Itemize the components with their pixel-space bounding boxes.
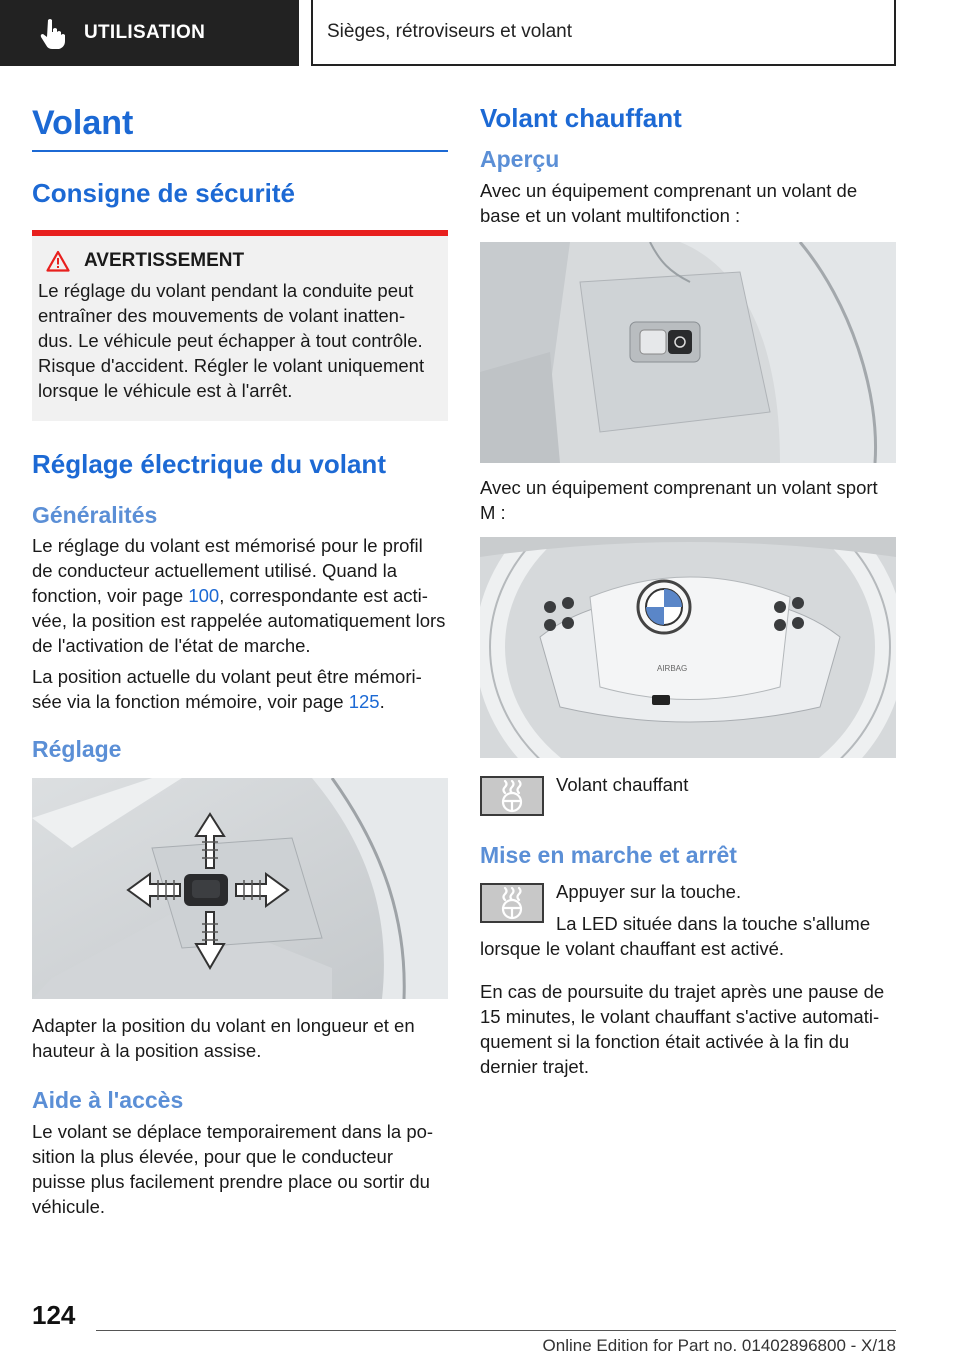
heated-button-base-wheel-photo — [480, 242, 896, 463]
warning-title-text: AVERTISSEMENT — [84, 249, 245, 271]
general-heading: Généralités — [32, 501, 158, 528]
general-paragraph-2 — [32, 664, 448, 714]
heated-wheel-icon-row — [480, 773, 896, 816]
left-column — [32, 100, 448, 1219]
safety-heading: Consigne de sécurité — [32, 178, 295, 209]
heated-steering-wheel-icon — [492, 886, 532, 920]
page-header — [0, 0, 960, 66]
heated-wheel-press-button[interactable] — [480, 883, 544, 923]
page-number: 124 — [32, 1300, 76, 1330]
footer-rule — [96, 1330, 896, 1331]
overview-heading: Aperçu — [480, 146, 560, 173]
chapter-tab-label: Sièges, rétroviseurs et volant — [327, 21, 573, 42]
steering-column-adjust-illustration — [32, 778, 448, 999]
pause-text: En cas de poursuite du trajet après une pause de 15 minutes, le volant chauffant s'active automati-quement si la fonction était activée à la fin du dernier trajet. — [480, 981, 885, 1078]
warning-box — [32, 230, 448, 421]
edition-line: Online Edition for Part no. 01402896800 - X/18 — [542, 1336, 896, 1355]
general-paragraph-1 — [32, 533, 448, 658]
overview-text-1: Avec un équipement comprenant un volant de base et un volant multifonction : — [480, 179, 858, 226]
airbag-badge-text: AIRBAG — [657, 663, 688, 673]
heated-wheel-button-icon — [480, 776, 544, 816]
heated-steering-wheel-icon — [492, 779, 532, 813]
section-tab[interactable] — [0, 0, 299, 66]
page-link-125[interactable]: 125 — [348, 691, 380, 713]
onoff-step-1: Appuyer sur la touche. — [556, 881, 742, 903]
hand-pointer-icon — [36, 16, 70, 50]
electric-adjust-heading: Réglage électrique du volant — [32, 448, 386, 479]
sport-steering-wheel-photo — [480, 537, 896, 758]
section-tab-label: UTILISATION — [84, 22, 206, 43]
onoff-heading: Mise en marche et arrêt — [480, 841, 737, 868]
general-p2-text-a: La position actuelle du volant peut être mémori-sée via la fonction mémoire, voir page — [32, 666, 422, 713]
warning-text: Le réglage du volant pendant la conduite peut entraîner des mouvements de volant inatten-dus. Le véhicule peut échapper à tout contrôle. Risque d'accident. Régler le volant uniquement lorsque le véhicule est à l'arrêt. — [38, 279, 425, 401]
chapter-tab[interactable] — [311, 0, 896, 66]
warning-triangle-icon — [46, 250, 70, 272]
general-p2-text-b: . — [379, 691, 385, 713]
warning-title — [46, 250, 440, 272]
onoff-step-2: La LED située dans la touche s'allume lorsque le volant chauffant est activé. — [480, 913, 871, 960]
right-column — [480, 100, 896, 1079]
adjust-heading: Réglage — [32, 736, 122, 763]
heated-wheel-icon-label: Volant chauffant — [556, 773, 689, 795]
heated-wheel-title: Volant chauffant — [480, 103, 682, 133]
page-title: Volant — [32, 104, 134, 142]
general-p1-text-b: , correspondante est acti-vée, la position est rappelée automatiquement lors de l'activation de l'état de marche. — [32, 585, 446, 657]
overview-text-2: Avec un équipement comprenant un volant sport M : — [480, 476, 878, 523]
general-p1-text-a: Le réglage du volant est mémorisé pour le profil de conducteur actuellement utilisé. Quand la fonction, voir page — [32, 535, 423, 607]
adjust-caption: Adapter la position du volant en longueur et en hauteur à la position assise. — [32, 1014, 415, 1061]
access-heading: Aide à l'accès — [32, 1086, 184, 1113]
access-text: Le volant se déplace temporairement dans la po-sition la plus élevée, pour que le conducteur puisse plus facilement prendre place ou sortir du véhicule. — [32, 1120, 434, 1217]
page-link-100[interactable]: 100 — [188, 585, 220, 607]
onoff-block — [480, 879, 896, 961]
title-rule — [32, 150, 448, 152]
